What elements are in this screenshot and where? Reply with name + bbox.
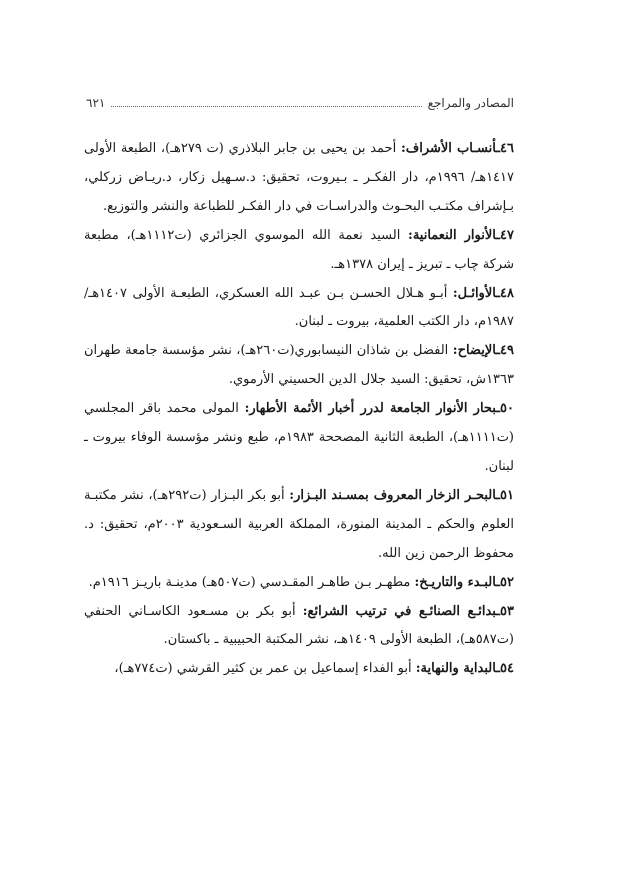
entry-title: البداية والنهاية:: [415, 661, 497, 677]
entry-title: الإيضاح:: [452, 343, 497, 359]
entry-text: السيد نعمة الله الموسوي الجزائري (ت١١١٢هـ)، مطبعة شركة چاب ـ تبريز ـ إيران ١٣٧٨هـ.: [84, 227, 514, 272]
entry-title: الأوائـل:: [452, 285, 497, 301]
entry-text: أبو بكر البـزار (ت٢٩٢هـ)، نشر مكتبـة العلوم والحكم ـ المدينة المنورة، المملكة العربية السـعودية ٢٠٠٣م، تحقيق: د. محفوظ الرحمن زين الله.: [84, 487, 514, 561]
entry-title: البـدء والتاريـخ:: [414, 574, 497, 590]
entry-title: بحار الأنوار الجامعة لدرر أخبار الأئمة الأطهار:: [244, 401, 497, 417]
bibliography-entry: [84, 598, 514, 656]
entry-text: أبو الفداء إسماعيل بن عمر بن كثير القرشي (ت٧٧٤هـ)،: [114, 661, 412, 677]
page-number: ٦٢١: [86, 96, 106, 110]
entry-title: أنسـاب الأشراف:: [400, 141, 497, 156]
bibliography-entry: [84, 482, 514, 569]
entry-text: مطهـر بـن طاهـر المقـدسي (ت٥٠٧هـ) مدينـة باريـز ١٩١٦م.: [88, 574, 411, 590]
entry-title: الأنوار النعمانية:: [408, 227, 497, 243]
entry-title: البحـر الزخار المعروف بمسـند البـزار:: [289, 487, 497, 503]
entry-number: ٥٢ـ: [496, 574, 514, 590]
entry-title: بدائـع الصنائـع في ترتيب الشرائع:: [302, 603, 497, 619]
entry-number: ٥١ـ: [496, 487, 514, 503]
entry-text: أحمد بن يحيى بن جابر البلاذري (ت ٢٧٩هـ)، الطبعة الأولى ١٤١٧هـ/ ١٩٩٦م، دار الفكـر ـ بـيروت، تحقيق: د.سـهيل زكار، د.ريـاض زركلي، بـإشراف مكتـب البحـوث والدراسـات في دار الفكـر للطباعة والنشر والتوزيع.: [84, 141, 514, 214]
entry-number: ٥٣ـ: [496, 603, 514, 619]
bibliography-entry: [84, 135, 514, 222]
bibliography-entry: [84, 222, 514, 280]
entry-text: أبـو هـلال الحسـن بـن عبـد الله العسكري، الطبعـة الأولى ١٤٠٧هـ/ ١٩٨٧م، دار الكتب العلمية، بيروت ـ لبنان.: [84, 285, 514, 330]
bibliography-entry: [84, 337, 514, 395]
entry-text: أبو بكر بن مسـعود الكاسـاني الحنفي (ت٥٨٧هـ)، الطبعة الأولى ١٤٠٩هـ، نشر المكتبة الحبيبية ـ باكستان.: [84, 603, 514, 648]
bibliography-entry: [84, 655, 514, 684]
entry-text: المولى محمد باقر المجلسي (ت١١١١هـ)، الطبعة الثانية المصححة ١٩٨٣م، طبع ونشر مؤسسة الوفاء بيروت ـ لبنان.: [84, 401, 514, 474]
bibliography-entry: [84, 395, 514, 482]
header-dot-leader: [111, 106, 421, 107]
header-title: المصادر والمراجع: [427, 96, 514, 110]
entry-number: ٤٩ـ: [496, 343, 514, 359]
entry-number: ٥٤ـ: [496, 661, 514, 677]
bibliography-entry: [84, 569, 514, 598]
bibliography-entry: [84, 280, 514, 338]
entry-text: الفضل بن شاذان النيسابوري(ت٢٦٠هـ)، نشر مؤسسة جامعة طهران ١٣٦٣ش، تحقيق: السيد جلال الدين الحسيني الأرموي.: [84, 343, 514, 388]
bibliography-list: [84, 135, 514, 684]
entry-number: ٥٠ـ: [496, 401, 514, 417]
entry-number: ٤٨ـ: [496, 285, 514, 301]
entry-number: ٤٧ـ: [496, 227, 514, 243]
running-header: [84, 96, 514, 110]
entry-number: ٤٦ـ: [496, 141, 514, 156]
